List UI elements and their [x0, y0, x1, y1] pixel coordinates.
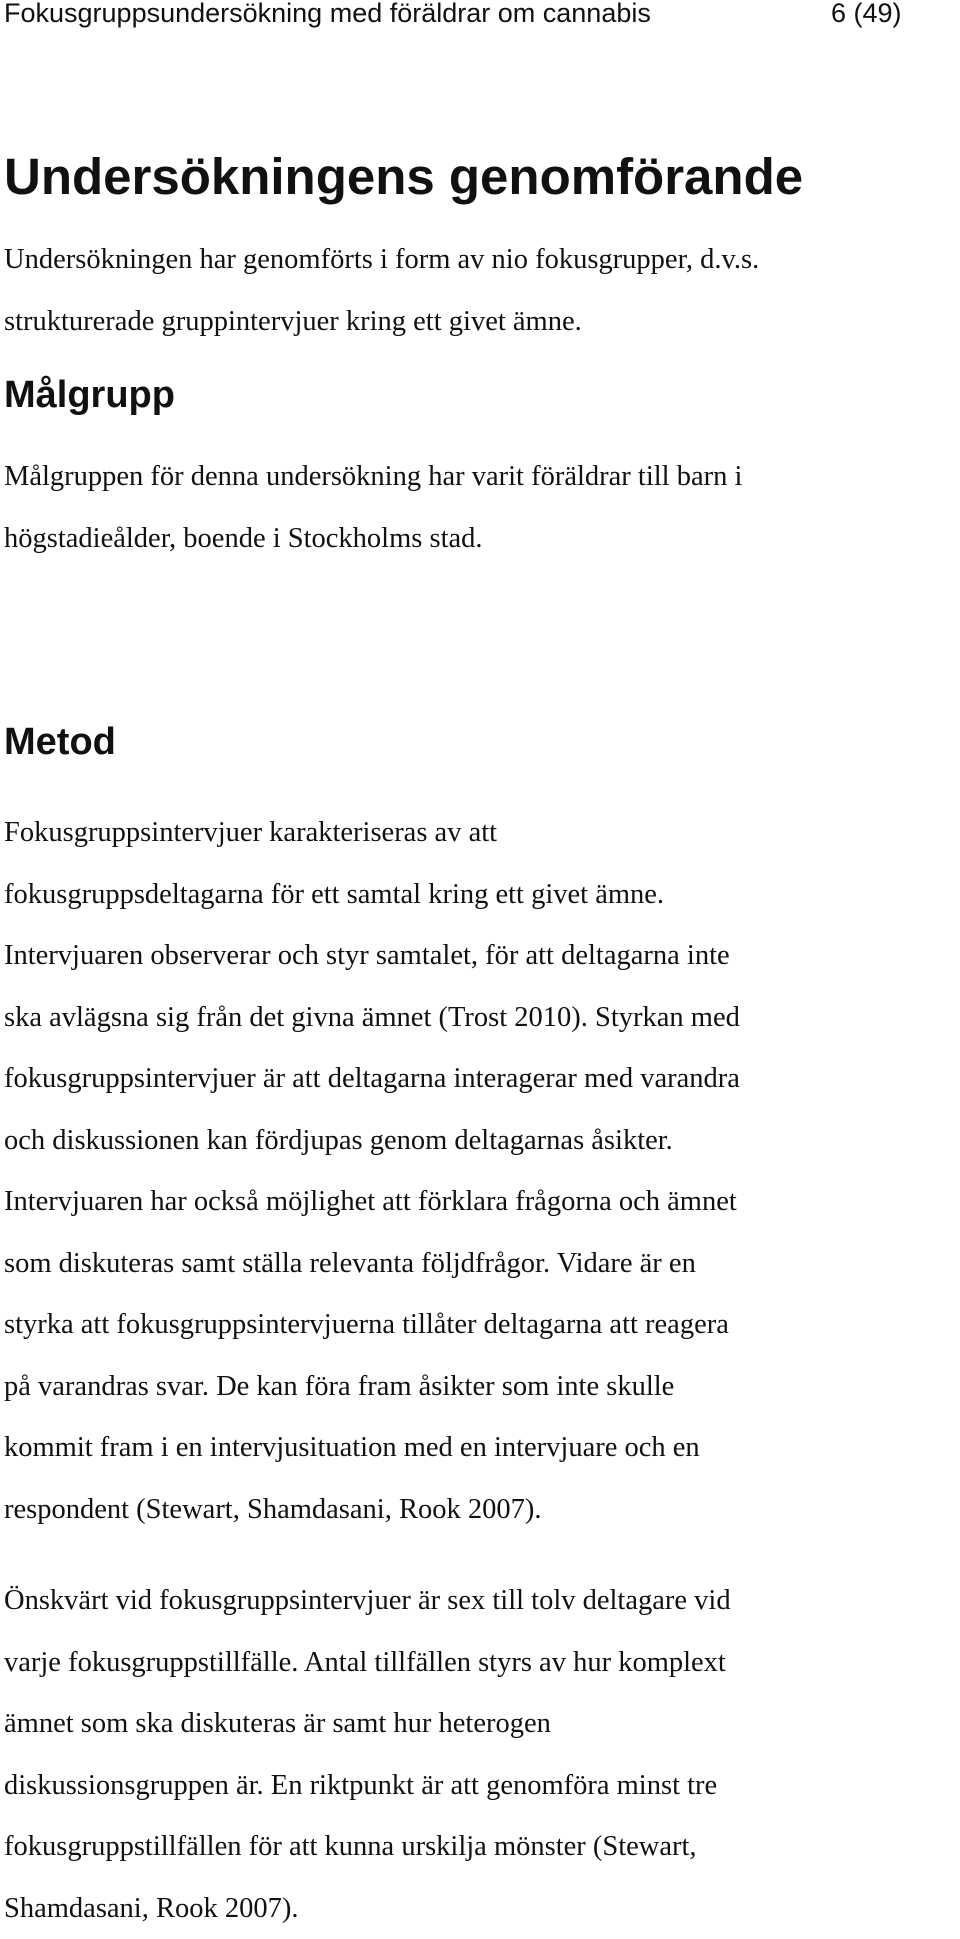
paragraph-line: Undersökningen har genomförts i form av nio fokusgrupper, d.v.s. [4, 229, 759, 291]
paragraph-metod-2 [4, 1570, 731, 1939]
paragraph-line: fokusgruppsdeltagarna för ett samtal kring ett givet ämne. [4, 864, 740, 926]
paragraph-line: strukturerade gruppintervjuer kring ett givet ämne. [4, 291, 759, 353]
paragraph-line: högstadieålder, boende i Stockholms stad. [4, 508, 742, 570]
paragraph-malgrupp [4, 446, 742, 569]
paragraph-line: varje fokusgruppstillfälle. Antal tillfällen styrs av hur komplext [4, 1632, 731, 1694]
paragraph-genomforande [4, 229, 759, 352]
paragraph-line: respondent (Stewart, Shamdasani, Rook 2007). [4, 1479, 740, 1541]
running-header [4, 0, 914, 30]
paragraph-line: Målgruppen för denna undersökning har varit föräldrar till barn i [4, 446, 742, 508]
page-number: 6 (49) [831, 0, 902, 30]
paragraph-line: ska avlägsna sig från det givna ämnet (Trost 2010). Styrkan med [4, 987, 740, 1049]
paragraph-line: och diskussionen kan fördjupas genom deltagarnas åsikter. [4, 1110, 740, 1172]
paragraph-line: fokusgruppsintervjuer är att deltagarna interagerar med varandra [4, 1048, 740, 1110]
paragraph-line: Shamdasani, Rook 2007). [4, 1878, 731, 1939]
paragraph-line: diskussionsgruppen är. En riktpunkt är att genomföra minst tre [4, 1755, 731, 1817]
paragraph-line: styrka att fokusgruppsintervjuerna tillåter deltagarna att reagera [4, 1294, 740, 1356]
section-heading-genomforande: Undersökningens genomförande [4, 147, 803, 207]
paragraph-metod-1 [4, 802, 740, 1540]
section-heading-malgrupp: Målgrupp [4, 372, 175, 418]
paragraph-line: Intervjuaren har också möjlighet att förklara frågorna och ämnet [4, 1171, 740, 1233]
paragraph-line: fokusgruppstillfällen för att kunna urskilja mönster (Stewart, [4, 1816, 731, 1878]
paragraph-line: kommit fram i en intervjusituation med en intervjuare och en [4, 1417, 740, 1479]
paragraph-line: Fokusgruppsintervjuer karakteriseras av att [4, 802, 740, 864]
paragraph-line: Önskvärt vid fokusgruppsintervjuer är sex till tolv deltagare vid [4, 1570, 731, 1632]
paragraph-line: Intervjuaren observerar och styr samtalet, för att deltagarna inte [4, 925, 740, 987]
paragraph-line: på varandras svar. De kan föra fram åsikter som inte skulle [4, 1356, 740, 1418]
paragraph-line: ämnet som ska diskuteras är samt hur heterogen [4, 1693, 731, 1755]
header-title: Fokusgruppsundersökning med föräldrar om cannabis [4, 0, 651, 28]
section-heading-metod: Metod [4, 719, 116, 765]
paragraph-line: som diskuteras samt ställa relevanta följdfrågor. Vidare är en [4, 1233, 740, 1295]
